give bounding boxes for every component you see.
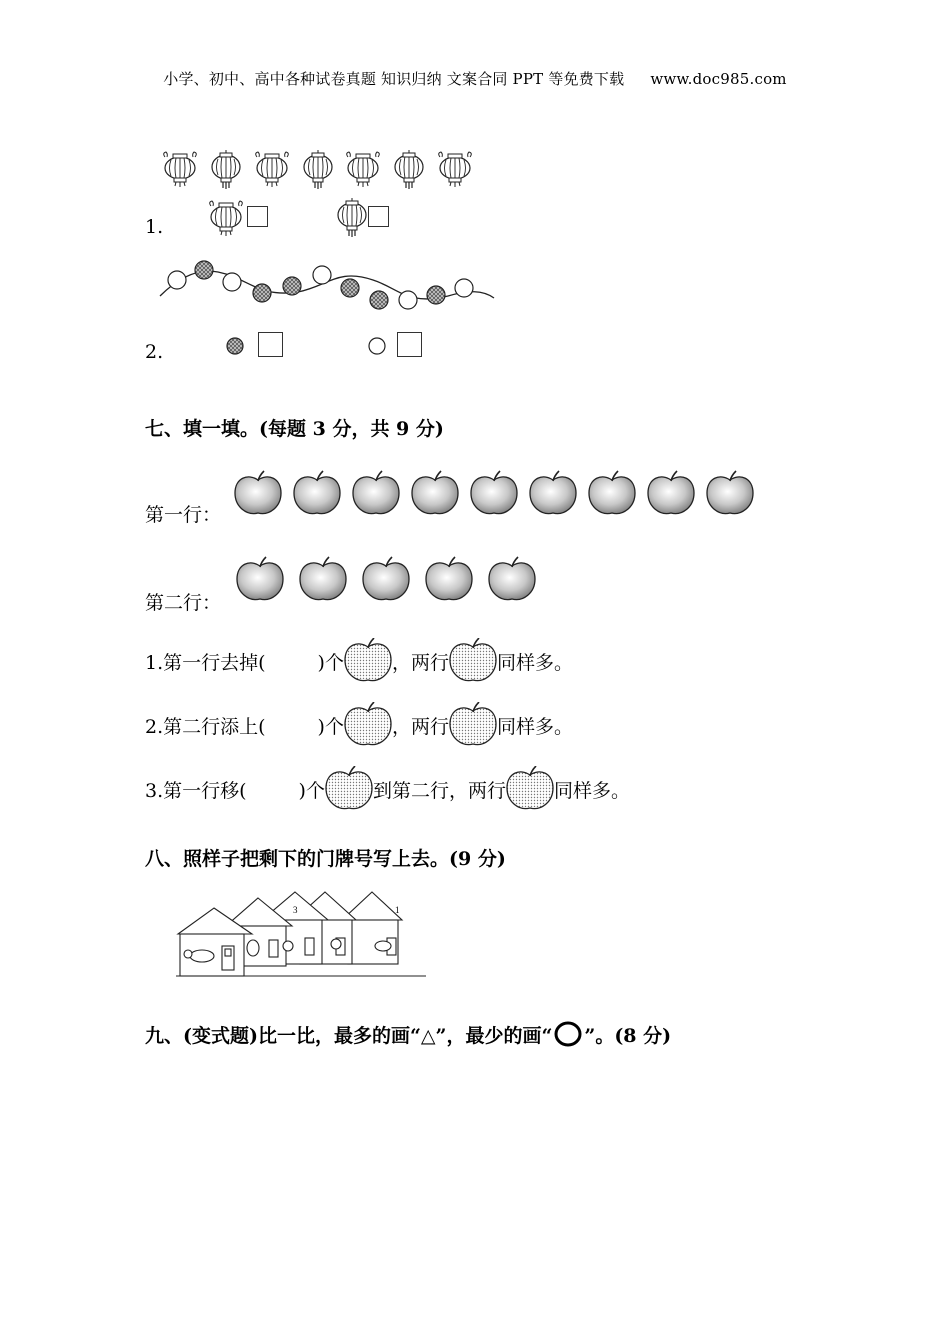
s7-item-3-d: 同样多。 [553,779,630,802]
s7-item-1-a: 1.第一行去掉( [145,651,266,674]
q2-dark-bead-icon [225,336,245,356]
apple-icon [325,766,373,812]
section-7-title: 七、填一填。(每题 3 分，共 9 分) [145,418,444,440]
apple-icon [589,471,635,514]
apple-icon [530,471,576,514]
s7-item-1 [145,636,573,686]
row2-apples [236,554,538,606]
s7-item-1-b: )个 [317,651,344,674]
lantern-a-icon [256,152,289,187]
apple-icon [449,638,497,684]
section-9-title-a: 九、(变式题)比一比，最多的画“△”，最少的画“ [145,1024,553,1047]
q2-number: 2. [145,341,164,363]
house-number-1: 1 [395,905,400,915]
apple-icon [344,702,392,748]
q1-number: 1. [145,216,164,238]
section-9-title-b: ”。(8 分) [584,1024,672,1047]
q1-lantern-b-icon [336,198,368,238]
apple-icon [449,702,497,748]
q1-answer-box-2[interactable] [368,206,389,227]
s7-item-1-c: ，两行 [391,651,449,674]
apple-icon [471,471,517,514]
s7-item-3-c: 到第二行，两行 [372,779,506,802]
apple-icon [353,471,399,514]
bead-string [158,258,498,310]
lantern-a-icon [347,152,380,187]
page-header [0,68,950,89]
lantern-b-icon [304,150,332,189]
s7-item-1-d: 同样多。 [496,651,573,674]
lantern-b-icon [395,150,423,189]
apple-icon [363,557,409,600]
s7-item-2-d: 同样多。 [496,715,573,738]
lantern-a-icon [164,152,197,187]
header-text: 小学、初中、高中各种试卷真题 知识归纳 文案合同 PPT 等免费下载 [163,70,625,88]
row1-label: 第一行： [145,504,222,526]
q2-answer-box-2[interactable] [397,332,422,357]
s7-item-3-a: 3.第一行移( [145,779,247,802]
apple-icon [294,471,340,514]
section-8-title: 八、照样子把剩下的门牌号写上去。(9 分) [145,848,506,870]
apple-icon [235,471,281,514]
lantern-b-icon [212,150,240,189]
circle-icon [553,1020,583,1048]
s7-item-3 [145,764,630,814]
apple-icon [426,557,472,600]
apple-icon [344,638,392,684]
q2-answer-box-1[interactable] [258,332,283,357]
apple-icon [300,557,346,600]
apple-icon [648,471,694,514]
row1-apples [234,468,756,520]
apple-icon [412,471,458,514]
s7-item-2-a: 2.第二行添上( [145,715,266,738]
house-number-3: 3 [293,905,298,915]
s7-item-2-b: )个 [317,715,344,738]
houses-illustration [176,888,438,980]
s7-item-2 [145,700,573,750]
q1-lantern-a-icon [208,200,244,238]
apple-icon [707,471,753,514]
lantern-a-icon [439,152,472,187]
apple-icon [506,766,554,812]
header-site: www.doc985.com [650,70,787,88]
section-9-title [145,1020,671,1048]
lantern-row [162,150,477,192]
q1-answer-box-1[interactable] [247,206,268,227]
q2-light-bead-icon [367,336,387,356]
row2-label: 第二行： [145,592,222,614]
apple-icon [489,557,535,600]
s7-item-3-b: )个 [298,779,325,802]
apple-icon [237,557,283,600]
s7-item-2-c: ，两行 [391,715,449,738]
